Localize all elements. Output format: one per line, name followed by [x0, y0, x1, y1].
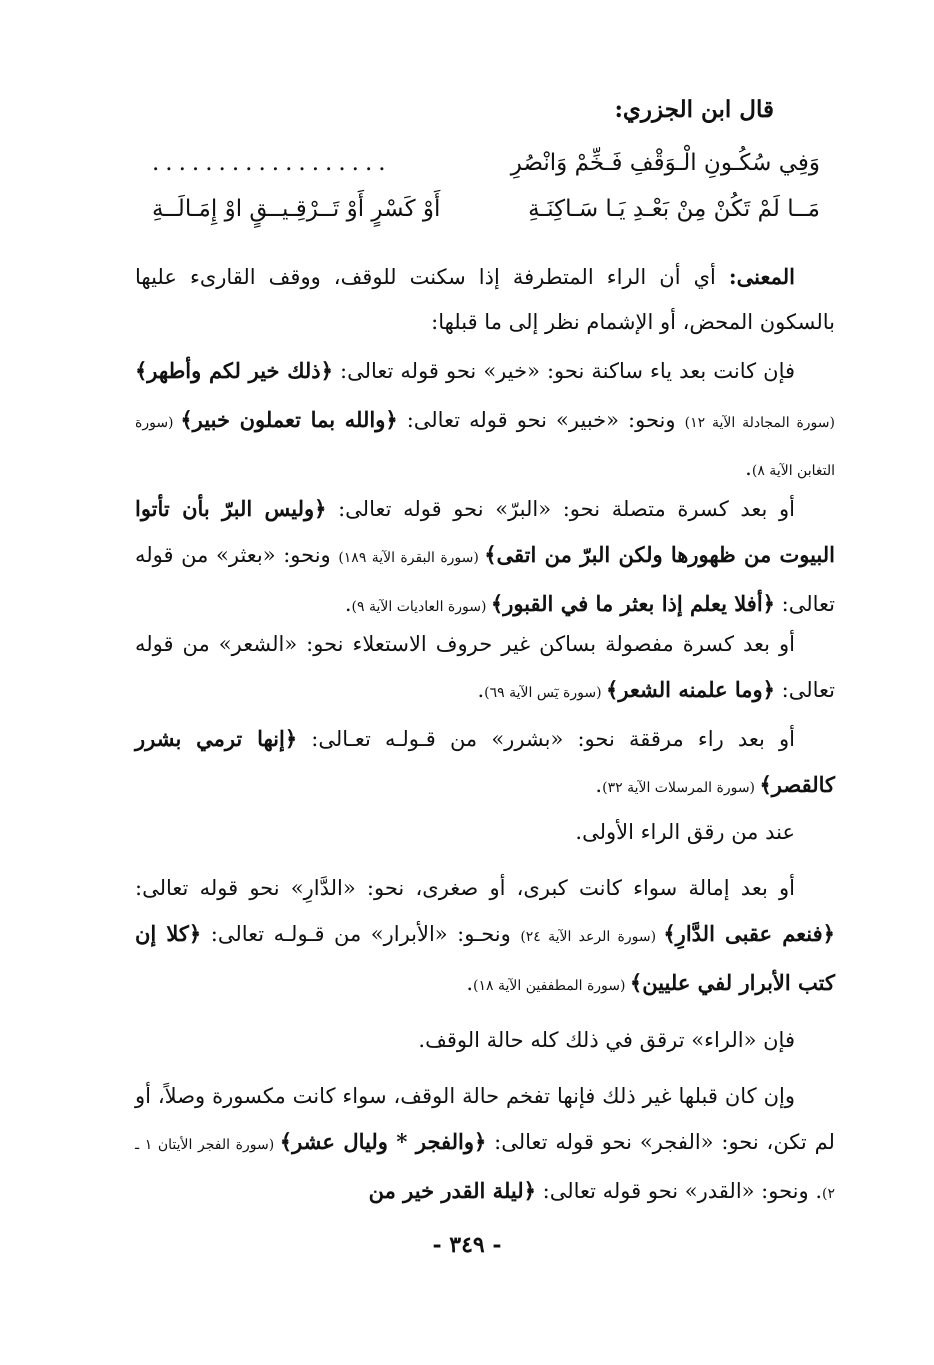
verse-reference: (سورة المجادلة الآية ١٢) — [684, 415, 835, 431]
paragraph-meaning: المعنى: أي أن الراء المتطرفة إذا سكنت للوقف، ووقف القارىء عليها بالسكون المحض، أو الإشمام نظر إلى ما قبلها: — [135, 264, 835, 334]
verse-reference: (سورة الفجر الأيتان ١ ـ ٢) — [135, 1137, 835, 1202]
page-number: - ٣٤٩ - — [432, 1232, 502, 1258]
verse-reference: (سورة التغابن الآية ٨) — [135, 415, 835, 479]
quran-quote: ﴿إنها ترمي بشرر كالقصر﴾ — [135, 726, 835, 797]
verse-hemistich: وَفِي سُكُـونِ الْـوَقْفِ فَـخِّمْ وَانْصُرِ — [510, 150, 820, 176]
quran-quote: ﴿وما علمنه الشعر﴾ — [606, 677, 775, 702]
quran-quote: ﴿ذلك خير لكم وأطهر﴾ — [135, 358, 333, 383]
verse-ellipsis: .................. — [152, 150, 392, 176]
paragraph-raa-muraqqaqa: أو بعد راء مرققة نحو: «بشرر» من قـولـه تعـالى: ﴿إنها ترمي بشرر كالقصر﴾ (سورة المرسلات الآية ٣٢). — [135, 726, 835, 797]
verse-hemistich: مَــا لَمْ تَكُنْ مِنْ بَعْـدِ يَـا سَـاكِنَـةِ — [528, 196, 820, 222]
quran-quote: ﴿والله بما تعملون خبير﴾ — [180, 407, 398, 432]
quran-quote: ﴿ليلة القدر خير من — [368, 1178, 536, 1203]
paragraph-tarqiq-rule: فإن «الراء» ترقق في ذلك كله حالة الوقف. — [418, 1028, 795, 1052]
quran-quote: ﴿وليس البرّ بأن تأتوا البيوت من ظهورها ولكن البرّ من اتقى﴾ — [135, 496, 835, 567]
section-heading: قال ابن الجزري: — [614, 96, 774, 123]
verse-hemistich: أَوْ كَسْرٍ أَوْ تَــرْقِـيــقٍ اوْ إِمَـالَــةِ — [152, 196, 441, 222]
paragraph-kasra-mafsula: أو بعد كسرة مفصولة بساكن غير حروف الاستعلاء نحو: «الشعر» من قوله تعالى: ﴿وما علمنه الشعر﴾ (سورة يٓس الآية ٦٩). — [135, 632, 835, 702]
verse-reference: (سورة يٓس الآية ٦٩) — [484, 685, 607, 701]
quran-quote: ﴿كلا إن كتب الأبرار لفي عليين﴾ — [135, 921, 835, 995]
quran-quote: ﴿أفلا يعلم إذا بعثر ما في القبور﴾ — [490, 591, 775, 616]
paragraph-tafkhim-rule: وإن كان قبلها غير ذلك فإنها تفخم حالة الوقف، سواء كانت مكسورة وصلاً، أو لم تكن، نحو: «الفجر» نحو قوله تعالى: ﴿والفجر * وليال عشر﴾ (سورة الفجر الأيتان ١ ـ ٢). ونحو: «القدر» نحو قوله تعالى: ﴿ليلة القدر خير من — [135, 1084, 835, 1203]
meaning-label: المعنى: — [728, 264, 795, 289]
verse-reference: (سورة الرعد الآية ٢٤) — [520, 929, 664, 945]
verse-line-1 — [140, 150, 820, 194]
verse-reference: (سورة المطففين الآية ١٨) — [473, 978, 630, 994]
verse-line-2 — [140, 196, 820, 240]
paragraph-imala: أو بعد إمالة سواء كانت كبرى، أو صغرى، نحو: «الدَّارِ» نحو قوله تعالى: ﴿فنعم عقبى الدَّارِ﴾ (سورة الرعد الآية ٢٤) ونحـو: «الأبرار» من قـولـه تعالى: ﴿كلا إن كتب الأبرار لفي عليين﴾ (سورة المطففين الآية ١٨). — [135, 876, 835, 995]
verse-reference: (سورة العاديات الآية ٩) — [351, 599, 491, 615]
verse-reference: (سورة المرسلات الآية ٣٢) — [602, 780, 760, 796]
paragraph-kasra-muttasila: أو بعد كسرة متصلة نحو: «البرّ» نحو قوله تعالى: ﴿وليس البرّ بأن تأتوا البيوت من ظهورها ولكن البرّ من اتقى﴾ (سورة البقرة الآية ١٨٩) ونحو: «بعثر» من قوله تعالى: ﴿أفلا يعلم إذا بعثر ما في القبور﴾ (سورة العاديات الآية ٩). — [135, 496, 835, 616]
paragraph-ya-sakina: فإن كانت بعد ياء ساكنة نحو: «خير» نحو قوله تعالى: ﴿ذلك خير لكم وأطهر﴾ (سورة المجادلة الآية ١٢) ونحو: «خبير» نحو قوله تعالى: ﴿والله بما تعملون خبير﴾ (سورة التغابن الآية ٨). — [135, 358, 835, 480]
quran-quote: ﴿والفجر * وليال عشر﴾ — [279, 1129, 487, 1154]
verse-reference: (سورة البقرة الآية ١٨٩) — [338, 550, 485, 566]
paragraph-first-raa: عند من رقق الراء الأولى. — [575, 820, 795, 844]
quran-quote: ﴿فنعم عقبى الدَّارِ﴾ — [663, 921, 835, 946]
